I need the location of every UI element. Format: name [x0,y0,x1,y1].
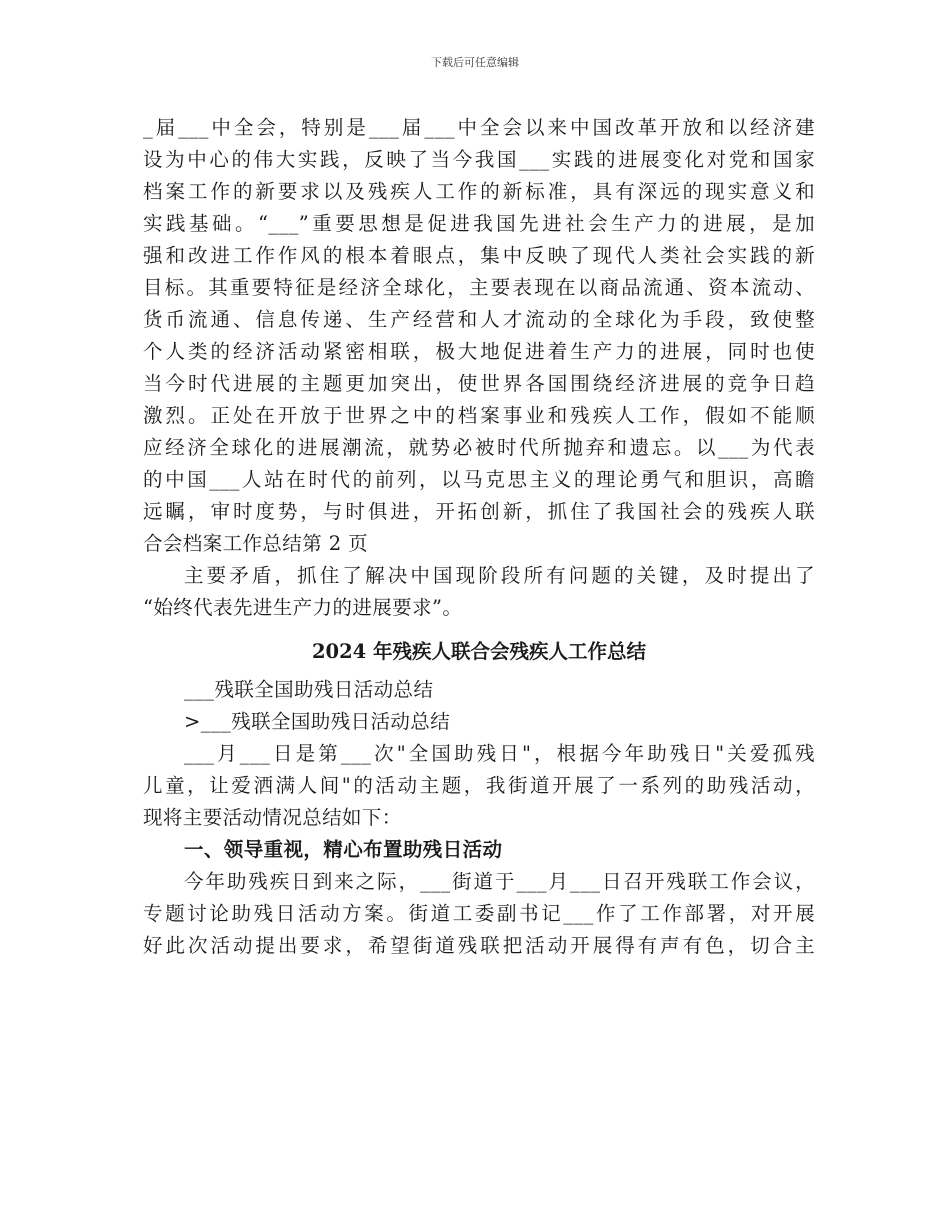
paragraph-3 [143,738,815,834]
text-line: 激烈。正处在开放于世界之中的档案事业和残疾人工作，假如不能顺 [143,404,815,427]
text-line: 现将主要活动情况总结如下： [143,806,402,829]
text-line: 应经济全球化的进展潮流，就势必被时代所抛弃和遗忘。以___为代表 [143,436,815,459]
text-line: 儿童，让爱洒满人间"的活动主题，我街道开展了一系列的助残活动， [143,774,815,797]
page-header: 下载后可任意编辑 [431,56,519,69]
text-line: 目标。其重要特征是经济全球化，主要表现在以商品流通、资本流动、 [143,276,815,299]
paragraph-1 [143,112,815,560]
text-line: 主要矛盾，抓住了解决中国现阶段所有问题的关键，及时提出了 [184,564,815,587]
text-line: 好此次活动提出要求，希望街道残联把活动开展得有声有色，切合主 [143,934,815,957]
text-line: 今年助残疾日到来之际，___街道于___月___日召开残联工作会议， [184,870,815,893]
text-line: 的中国___人站在时代的前列，以马克思主义的理论勇气和胆识，高瞻 [143,468,815,491]
paragraph-4 [143,866,815,962]
subtitle-line: >___残联全国助残日活动总结 [184,710,451,733]
subtitle-line: ___残联全国助残日活动总结 [184,678,434,701]
text-line: 合会档案工作总结第 2 页 [143,532,369,555]
document-body [143,112,815,962]
text-line: 专题讨论助残日活动方案。街道工委副书记___作了工作部署，对开展 [143,902,815,925]
section-heading: 一、领导重视，精心布置助残日活动 [184,838,503,861]
text-line: 当今时代进展的主题更加突出，使世界各国围绕经济进展的竞争日趋 [143,372,815,395]
text-line: “始终代表先进生产力的进展要求”。 [143,596,463,619]
text-line: 实践基础。“___”重要思想是促进我国先进社会生产力的进展，是加 [143,212,815,235]
paragraph-2 [143,560,815,624]
text-line: 强和改进工作作风的根本着眼点，集中反映了现代人类社会实践的新 [143,244,815,267]
text-line: 远瞩，审时度势，与时俱进，开拓创新，抓住了我国社会的残疾人联 [143,500,815,523]
section-title: 2024 年残疾人联合会残疾人工作总结 [311,640,647,663]
text-line: _届___中全会，特别是___届___中全会以来中国改革开放和以经济建 [143,116,815,139]
text-line: 货币流通、信息传递、生产经营和人才流动的全球化为手段，致使整 [143,308,815,331]
text-line: 设为中心的伟大实践，反映了当今我国___实践的进展变化对党和国家 [143,148,815,171]
text-line: ___月___日是第___次"全国助残日"，根据今年助残日"关爱孤残 [184,742,815,765]
text-line: 档案工作的新要求以及残疾人工作的新标准，具有深远的现实意义和 [143,180,815,203]
text-line: 个人类的经济活动紧密相联，极大地促进着生产力的进展，同时也使 [143,340,815,363]
